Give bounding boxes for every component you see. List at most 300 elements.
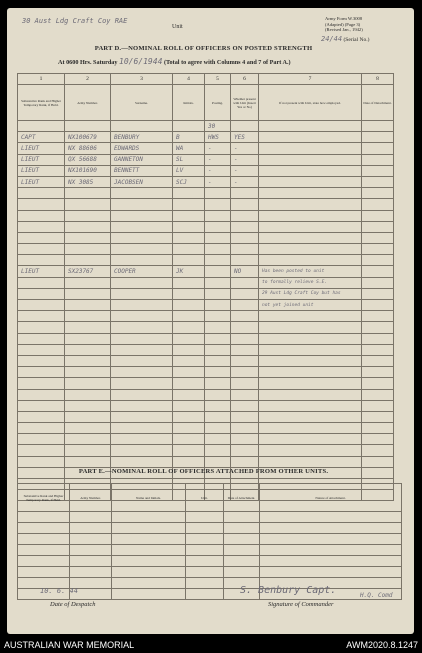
cell-posting xyxy=(205,188,231,199)
cell-present xyxy=(231,277,259,288)
serial-number xyxy=(321,35,369,43)
cell-employed xyxy=(259,232,362,243)
cell-posting: - xyxy=(205,176,231,187)
column-number: 8 xyxy=(362,74,394,85)
cell-employed xyxy=(259,255,362,266)
cell-present xyxy=(231,188,259,199)
cell-initials xyxy=(173,199,205,210)
table-cell xyxy=(260,512,402,523)
cell-present: - xyxy=(231,176,259,187)
cell-surname xyxy=(111,389,173,400)
table-row xyxy=(18,288,394,299)
table-cell xyxy=(18,512,70,523)
table-row xyxy=(18,400,394,411)
table-cell xyxy=(111,121,173,132)
cell-employed xyxy=(259,434,362,445)
cell-date xyxy=(362,266,394,277)
cell-posting xyxy=(205,434,231,445)
table-cell xyxy=(70,567,112,578)
table-cell xyxy=(18,523,70,534)
table-cell xyxy=(260,534,402,545)
cell-posting: - xyxy=(205,143,231,154)
cell-date xyxy=(362,434,394,445)
cell-number xyxy=(65,445,111,456)
cell-date xyxy=(362,165,394,176)
part-e-column-header: Army Number. xyxy=(70,484,112,512)
cell-posting xyxy=(205,367,231,378)
cell-date xyxy=(362,311,394,322)
cell-date xyxy=(362,456,394,467)
cell-employed xyxy=(259,344,362,355)
cell-present xyxy=(231,400,259,411)
unit-name: 30 Aust Ldg Craft Coy RAE xyxy=(22,17,128,25)
column-header: Initials. xyxy=(173,85,205,121)
unit-label: Unit xyxy=(172,24,183,30)
cell-initials xyxy=(173,389,205,400)
cell-surname: BENNETT xyxy=(111,165,173,176)
cell-present xyxy=(231,423,259,434)
cell-initials: SCJ xyxy=(173,176,205,187)
part-e-column-header: Substantive Rank and Higher Temporary Rank, if Held. xyxy=(18,484,70,512)
cell-number xyxy=(65,232,111,243)
table-row xyxy=(18,165,394,176)
table-row xyxy=(18,434,394,445)
cell-initials xyxy=(173,355,205,366)
cell-surname xyxy=(111,232,173,243)
table-row xyxy=(18,232,394,243)
table-cell xyxy=(173,121,205,132)
cell-initials: SL xyxy=(173,154,205,165)
table-cell xyxy=(70,512,112,523)
cell-employed: not yet joined unit xyxy=(259,300,362,311)
cell-number xyxy=(65,344,111,355)
cell-surname xyxy=(111,423,173,434)
cell-present xyxy=(231,300,259,311)
cell-surname: EDWARDS xyxy=(111,143,173,154)
cell-surname xyxy=(111,188,173,199)
despatch-label: Date of Despatch xyxy=(50,601,96,608)
table-row xyxy=(18,154,394,165)
cell-surname xyxy=(111,445,173,456)
column-number: 5 xyxy=(205,74,231,85)
cell-employed xyxy=(259,176,362,187)
table-cell xyxy=(70,534,112,545)
cell-surname: COOPER xyxy=(111,266,173,277)
cell-rank xyxy=(18,232,65,243)
footer-accession: AWM2020.8.1247 xyxy=(346,640,418,650)
cell-surname xyxy=(111,456,173,467)
cell-number xyxy=(65,311,111,322)
cell-surname xyxy=(111,311,173,322)
cell-present xyxy=(231,288,259,299)
part-e-column-header: Unit. xyxy=(186,484,224,512)
cell-initials xyxy=(173,210,205,221)
cell-surname: JACOBSEN xyxy=(111,176,173,187)
cell-rank xyxy=(18,456,65,467)
cell-date xyxy=(362,322,394,333)
cell-surname xyxy=(111,199,173,210)
cell-posting xyxy=(205,389,231,400)
table-row xyxy=(18,355,394,366)
cell-surname xyxy=(111,400,173,411)
cell-initials: WA xyxy=(173,143,205,154)
table-cell xyxy=(112,534,186,545)
cell-surname xyxy=(111,300,173,311)
cell-present: NO xyxy=(231,266,259,277)
table-row xyxy=(18,534,402,545)
cell-number xyxy=(65,199,111,210)
cell-number xyxy=(65,188,111,199)
table-row xyxy=(18,512,402,523)
cell-posting xyxy=(205,300,231,311)
cell-rank xyxy=(18,344,65,355)
cell-number xyxy=(65,255,111,266)
commander-signature: S. Benbury Capt. xyxy=(240,585,337,596)
cell-surname xyxy=(111,344,173,355)
cell-surname xyxy=(111,322,173,333)
cell-rank xyxy=(18,221,65,232)
cell-present xyxy=(231,244,259,255)
table-cell xyxy=(224,523,260,534)
table-cell xyxy=(260,567,402,578)
cell-initials xyxy=(173,288,205,299)
column-header: If not present with Unit, state how employed. xyxy=(259,85,362,121)
part-e-title: PART E.—NOMINAL ROLL OF OFFICERS ATTACHED FROM OTHER UNITS. xyxy=(78,468,329,475)
cell-employed: to formally relieve S.E. xyxy=(259,277,362,288)
cell-posting xyxy=(205,232,231,243)
cell-number xyxy=(65,367,111,378)
cell-rank xyxy=(18,333,65,344)
column-number: 4 xyxy=(173,74,205,85)
cell-rank xyxy=(18,288,65,299)
cell-surname xyxy=(111,355,173,366)
table-cell xyxy=(224,534,260,545)
cell-employed xyxy=(259,367,362,378)
table-cell xyxy=(70,556,112,567)
cell-initials xyxy=(173,411,205,422)
table-row xyxy=(18,423,394,434)
cell-present: YES xyxy=(231,132,259,143)
cell-number xyxy=(65,389,111,400)
roll-date: 10/6/1944 xyxy=(119,57,163,66)
column-number: 7 xyxy=(259,74,362,85)
table-row xyxy=(18,411,394,422)
cell-number xyxy=(65,288,111,299)
cell-number xyxy=(65,244,111,255)
part-d-table xyxy=(17,73,394,501)
cell-number xyxy=(65,378,111,389)
cell-posting xyxy=(205,322,231,333)
archive-footer xyxy=(0,638,422,653)
cell-number xyxy=(65,411,111,422)
cell-rank: LIEUT xyxy=(18,154,65,165)
cell-date xyxy=(362,232,394,243)
cell-rank xyxy=(18,311,65,322)
cell-present xyxy=(231,389,259,400)
table-cell xyxy=(260,523,402,534)
column-number: 1 xyxy=(18,74,65,85)
column-header: Date of Detachment. xyxy=(362,85,394,121)
cell-posting xyxy=(205,244,231,255)
cell-number xyxy=(65,333,111,344)
cell-posting xyxy=(205,221,231,232)
table-cell xyxy=(112,556,186,567)
cell-initials xyxy=(173,434,205,445)
cell-employed xyxy=(259,378,362,389)
part-e-header-row xyxy=(18,484,402,512)
cell-number xyxy=(65,456,111,467)
cell-number xyxy=(65,434,111,445)
despatch-date: 10. 6. 44 xyxy=(40,587,78,595)
cell-number xyxy=(65,423,111,434)
cell-rank xyxy=(18,411,65,422)
cell-rank xyxy=(18,378,65,389)
table-row xyxy=(18,143,394,154)
cell-date xyxy=(362,367,394,378)
table-row xyxy=(18,188,394,199)
table-row xyxy=(18,311,394,322)
cell-surname xyxy=(111,221,173,232)
cell-posting xyxy=(205,411,231,422)
part-e-column-header: Nature of Attachment. xyxy=(260,484,402,512)
cell-initials xyxy=(173,378,205,389)
cell-posting xyxy=(205,311,231,322)
table-cell xyxy=(186,512,224,523)
commander-appointment: H.Q. Comd xyxy=(360,592,393,599)
column-header: Army Number. xyxy=(65,85,111,121)
column-header: Substantive Rank and Higher Temporary Rank, if Held. xyxy=(18,85,65,121)
cell-date xyxy=(362,132,394,143)
cell-employed xyxy=(259,143,362,154)
table-cell xyxy=(70,545,112,556)
cell-initials xyxy=(173,311,205,322)
cell-posting xyxy=(205,199,231,210)
cell-employed xyxy=(259,311,362,322)
column-number: 3 xyxy=(111,74,173,85)
cell-initials xyxy=(173,322,205,333)
table-cell xyxy=(112,523,186,534)
cell-initials xyxy=(173,255,205,266)
cell-employed xyxy=(259,400,362,411)
cell-rank xyxy=(18,434,65,445)
cell-date xyxy=(362,199,394,210)
cell-present xyxy=(231,344,259,355)
cell-initials xyxy=(173,188,205,199)
cell-present xyxy=(231,378,259,389)
table-cell xyxy=(18,556,70,567)
cell-rank xyxy=(18,188,65,199)
cell-posting: HWS xyxy=(205,132,231,143)
cell-number: SX23767 xyxy=(65,266,111,277)
cell-employed xyxy=(259,445,362,456)
cell-present xyxy=(231,367,259,378)
cell-surname xyxy=(111,411,173,422)
cell-posting xyxy=(205,445,231,456)
table-cell xyxy=(18,534,70,545)
table-cell xyxy=(112,578,186,589)
cell-number xyxy=(65,300,111,311)
cell-employed: Has been posted to unit xyxy=(259,266,362,277)
cell-date xyxy=(362,400,394,411)
cell-initials xyxy=(173,300,205,311)
cell-employed xyxy=(259,423,362,434)
table-cell xyxy=(224,512,260,523)
cell-posting xyxy=(205,333,231,344)
cell-rank: LIEUT xyxy=(18,266,65,277)
table-row xyxy=(18,523,402,534)
table-row xyxy=(18,445,394,456)
table-row xyxy=(18,367,394,378)
cell-employed xyxy=(259,333,362,344)
cell-initials: JK xyxy=(173,266,205,277)
cell-present xyxy=(231,445,259,456)
cell-initials xyxy=(173,344,205,355)
part-d-rows xyxy=(18,121,394,501)
table-row xyxy=(18,199,394,210)
form-ref-line-1: Army Form W.3008 xyxy=(325,16,363,21)
cell-employed xyxy=(259,132,362,143)
cell-employed xyxy=(259,188,362,199)
cell-present xyxy=(231,333,259,344)
cell-date xyxy=(362,176,394,187)
cell-number xyxy=(65,277,111,288)
cell-number: NX100679 xyxy=(65,132,111,143)
cell-rank: LIEUT xyxy=(18,143,65,154)
cell-date xyxy=(362,300,394,311)
cell-posting xyxy=(205,378,231,389)
cell-date xyxy=(362,355,394,366)
cell-rank xyxy=(18,300,65,311)
cell-date xyxy=(362,255,394,266)
cell-posting xyxy=(205,344,231,355)
cell-rank: LIEUT xyxy=(18,176,65,187)
cell-rank xyxy=(18,445,65,456)
table-cell xyxy=(260,545,402,556)
cell-present xyxy=(231,255,259,266)
cell-posting xyxy=(205,277,231,288)
cell-rank xyxy=(18,389,65,400)
column-header: Whether present with Unit (Insert Yes or No) xyxy=(231,85,259,121)
cell-posting xyxy=(205,355,231,366)
form-reference xyxy=(325,16,363,33)
cell-posting xyxy=(205,423,231,434)
form-ref-line-2: (Adapted) (Page 3) xyxy=(325,21,361,27)
cell-surname xyxy=(111,378,173,389)
cell-initials xyxy=(173,333,205,344)
cell-date xyxy=(362,244,394,255)
table-row xyxy=(18,456,394,467)
cell-posting xyxy=(205,456,231,467)
table-row xyxy=(18,244,394,255)
cell-present xyxy=(231,411,259,422)
table-row xyxy=(18,221,394,232)
cell-initials xyxy=(173,445,205,456)
cell-number: NX101690 xyxy=(65,165,111,176)
table-cell xyxy=(186,578,224,589)
cell-number xyxy=(65,210,111,221)
table-cell xyxy=(112,589,186,600)
cell-rank xyxy=(18,355,65,366)
table-cell xyxy=(112,545,186,556)
table-cell xyxy=(362,121,394,132)
cell-initials xyxy=(173,232,205,243)
cell-date xyxy=(362,411,394,422)
cell-date xyxy=(362,154,394,165)
column-header: Posting. xyxy=(205,85,231,121)
cell-present xyxy=(231,232,259,243)
cell-present xyxy=(231,221,259,232)
cell-number xyxy=(65,221,111,232)
at-suffix: (Total to agree with Columns 4 and 7 of Part A.) xyxy=(163,59,291,66)
table-row xyxy=(18,567,402,578)
cell-surname: GANNETON xyxy=(111,154,173,165)
table-cell xyxy=(70,523,112,534)
cell-initials xyxy=(173,221,205,232)
part-e-column-header: Date of Attachment. xyxy=(224,484,260,512)
cell-surname xyxy=(111,333,173,344)
cell-date xyxy=(362,221,394,232)
cell-initials xyxy=(173,367,205,378)
cell-surname xyxy=(111,244,173,255)
table-row xyxy=(18,389,394,400)
cell-initials xyxy=(173,456,205,467)
cell-employed xyxy=(259,154,362,165)
table-cell xyxy=(186,567,224,578)
table-cell xyxy=(18,545,70,556)
cell-present: - xyxy=(231,165,259,176)
cell-number: QX 56688 xyxy=(65,154,111,165)
cell-employed xyxy=(259,456,362,467)
column-number: 6 xyxy=(231,74,259,85)
cell-number xyxy=(65,355,111,366)
cell-rank xyxy=(18,199,65,210)
footer-institution: AUSTRALIAN WAR MEMORIAL xyxy=(4,640,135,650)
column-number-row xyxy=(18,74,394,85)
cell-rank xyxy=(18,423,65,434)
cell-number xyxy=(65,322,111,333)
table-cell xyxy=(186,589,224,600)
cell-posting xyxy=(205,288,231,299)
table-row xyxy=(18,266,394,277)
cell-date xyxy=(362,389,394,400)
cell-present xyxy=(231,311,259,322)
cell-present xyxy=(231,434,259,445)
cell-initials xyxy=(173,423,205,434)
table-row xyxy=(18,210,394,221)
cell-posting xyxy=(205,255,231,266)
cell-rank: LIEUT xyxy=(18,165,65,176)
cell-present xyxy=(231,355,259,366)
column-number: 2 xyxy=(65,74,111,85)
table-row xyxy=(18,277,394,288)
form-ref-line-3: (Revised Jan., 1942) xyxy=(325,27,363,33)
cell-number: NX 3085 xyxy=(65,176,111,187)
cell-date xyxy=(362,423,394,434)
table-cell xyxy=(18,567,70,578)
cell-posting xyxy=(205,266,231,277)
table-cell xyxy=(224,567,260,578)
table-row xyxy=(18,378,394,389)
cell-present: - xyxy=(231,143,259,154)
column-header: Surname. xyxy=(111,85,173,121)
cell-rank xyxy=(18,255,65,266)
table-cell xyxy=(18,121,65,132)
table-row xyxy=(18,176,394,187)
cell-initials xyxy=(173,400,205,411)
cell-employed xyxy=(259,244,362,255)
table-row xyxy=(18,545,402,556)
cell-date xyxy=(362,445,394,456)
